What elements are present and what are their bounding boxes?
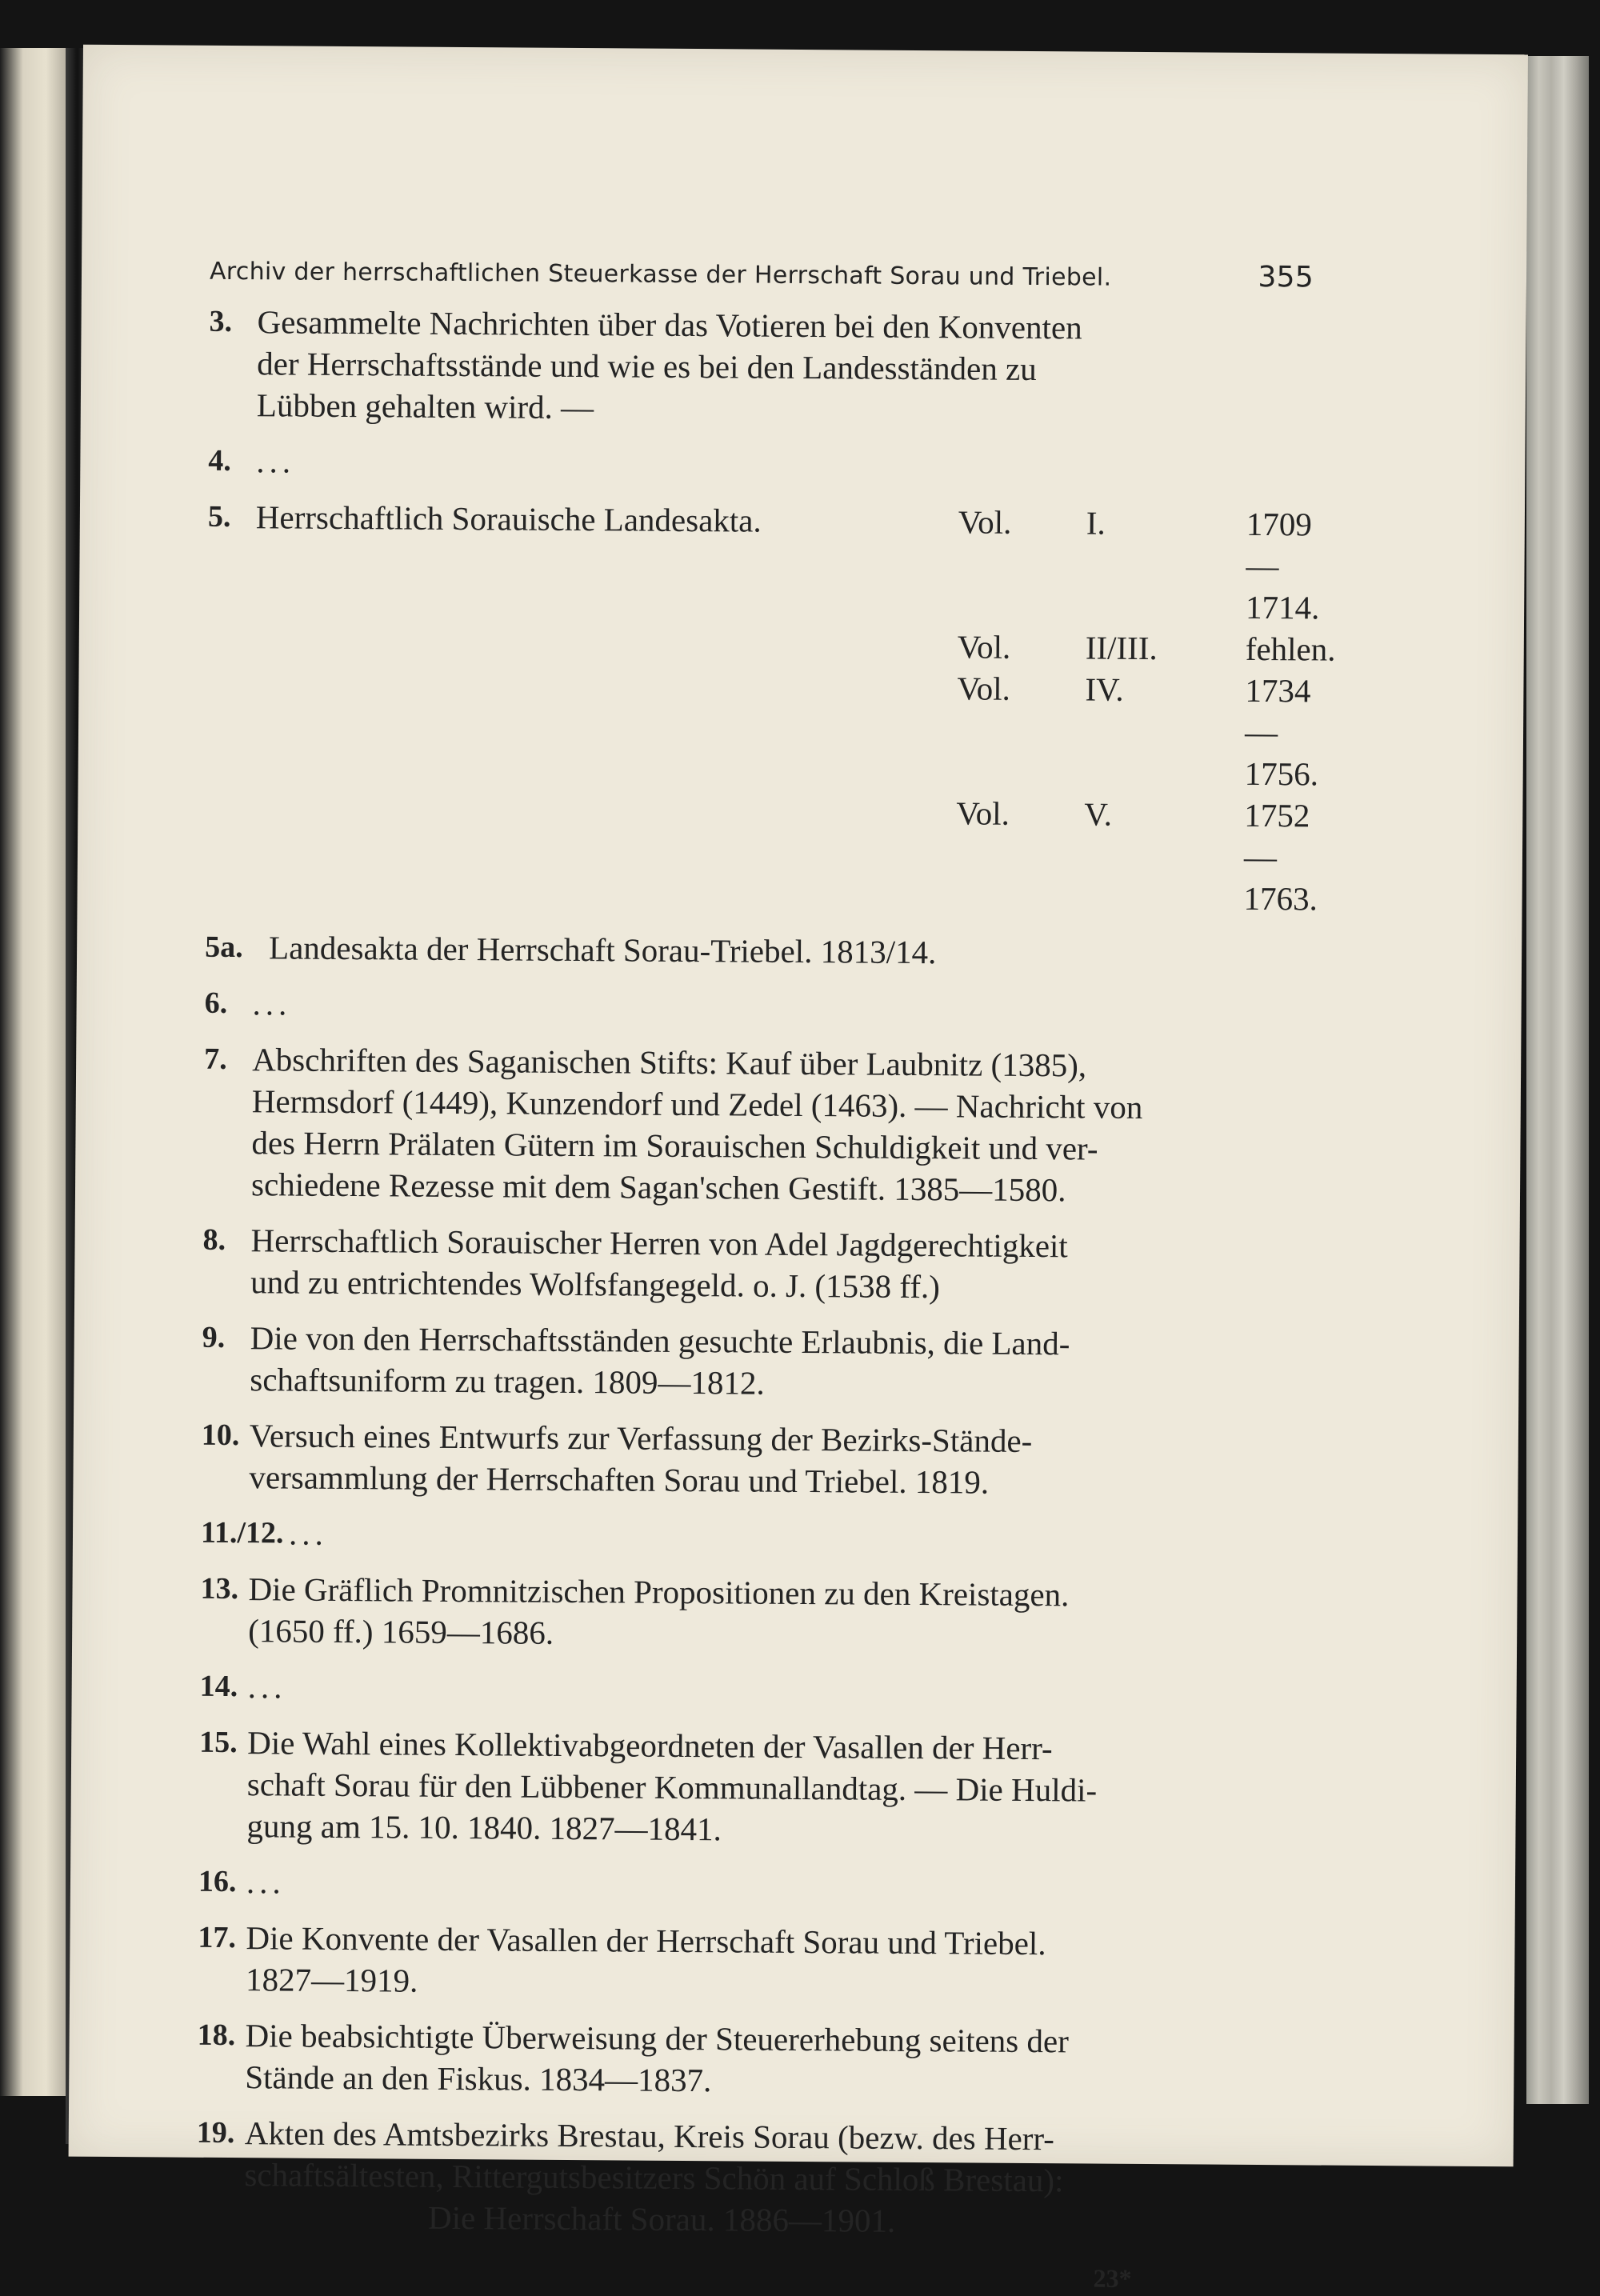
entry-line: Gesammelte Nachrichten über das Votieren bei den Konventen xyxy=(257,303,1082,346)
entry-line: Herrschaftlich Sorauische Landesakta. xyxy=(255,498,762,539)
previous-page-edge xyxy=(0,48,66,2096)
entry-number: 15. xyxy=(199,1725,238,1760)
entry-8 xyxy=(202,1219,1307,1310)
book-page xyxy=(69,45,1528,2293)
entry-number: 9. xyxy=(202,1320,226,1354)
entry-line: ... xyxy=(246,1863,286,1901)
entry-number: 6. xyxy=(204,986,228,1020)
entry-11-12 xyxy=(201,1512,1305,1562)
volume-row xyxy=(955,792,1318,919)
entry-4 xyxy=(208,440,1312,490)
entry-line: ... xyxy=(256,442,296,480)
entry-number: 8. xyxy=(202,1222,226,1257)
volume-label: Vol. xyxy=(957,628,1011,666)
entry-line: Die Gräflich Promnitzischen Propositionen zu den Kreistagen. xyxy=(248,1570,1070,1614)
entry-line: der Herrschaftsstände und wie es bei den Landesständen zu xyxy=(257,345,1037,388)
entry-line: gung am 15. 10. 1840. 1827—1841. xyxy=(246,1807,722,1848)
entry-line: Abschriften des Saganischen Stifts: Kauf über Laubnitz (1385), xyxy=(252,1041,1087,1084)
entry-number: 19. xyxy=(196,2115,235,2150)
volume-number: V. xyxy=(1084,795,1113,833)
entry-line: Die von den Herrschaftsständen gesuchte Erlaubnis, die Land- xyxy=(250,1319,1070,1362)
entry-number: 3. xyxy=(209,304,233,339)
entry-line: des Herrn Prälaten Gütern im Sorauischen Schuldigkeit und ver- xyxy=(251,1124,1098,1167)
entry-line: (1650 ff.) 1659—1686. xyxy=(248,1612,554,1651)
entry-6 xyxy=(204,982,1308,1032)
entry-line: Die Wahl eines Kollektivabgeordneten der Vasallen der Herr- xyxy=(247,1724,1053,1767)
volume-range: 1709—1714. xyxy=(1245,505,1320,626)
entry-number: 18. xyxy=(197,2018,236,2053)
entry-line: Landesakta der Herrschaft Sorau-Triebel. 1813/14. xyxy=(268,929,937,971)
entry-line: Die beabsichtigte Überweisung der Steuererhebung seitens der xyxy=(245,2017,1070,2060)
entry-line: Stände an den Fiskus. 1834—1837. xyxy=(245,2058,712,2099)
entry-5a xyxy=(205,926,1309,976)
entry-line: Akten des Amtsbezirks Brestau, Kreis Sorau (bezw. des Herr- xyxy=(244,2114,1055,2158)
entry-line: und zu entrichtendes Wolfsfangegeld. o. J. (1538 ff.) xyxy=(250,1263,941,1306)
entry-18 xyxy=(197,2014,1302,2106)
entry-line: Die Konvente der Vasallen der Herrschaft Sorau und Triebel. xyxy=(246,1919,1046,1962)
entry-15 xyxy=(198,1722,1303,1854)
entry-line: schaftsuniform zu tragen. 1809—1812. xyxy=(250,1361,765,1402)
running-head xyxy=(210,254,1314,294)
entry-9 xyxy=(202,1317,1306,1408)
volume-number: I. xyxy=(1086,504,1106,542)
page-text xyxy=(195,254,1336,2295)
entry-line: 1827—1919. xyxy=(245,1961,418,1999)
entry-number: 5. xyxy=(207,499,231,534)
entry-number: 16. xyxy=(198,1864,237,1899)
running-head-title: Archiv der herrschaftlichen Steuerkasse der Herrschaft Sorau und Triebel. xyxy=(209,257,1112,292)
entry-number: 13. xyxy=(200,1571,239,1606)
volume-label: Vol. xyxy=(958,503,1012,541)
entry-number: 4. xyxy=(208,443,232,478)
entry-line: ... xyxy=(288,1514,328,1552)
entry-line: schaft Sorau für den Lübbener Kommunallandtag. — Die Huldi- xyxy=(246,1766,1098,1809)
entry-line: Herrschaftlich Sorauischer Herren von Adel Jagdgerechtigkeit xyxy=(250,1222,1068,1265)
entry-number: 14. xyxy=(199,1669,238,1704)
volume-label: Vol. xyxy=(956,794,1010,832)
volume-row xyxy=(957,626,1336,670)
volume-range: 1752—1763. xyxy=(1243,796,1318,918)
entry-line: Lübben gehalten wird. — xyxy=(256,386,594,426)
entry-14 xyxy=(200,1666,1304,1715)
entry-number: 10. xyxy=(201,1418,240,1453)
volume-label: Vol. xyxy=(957,670,1011,707)
entry-19 xyxy=(196,2112,1301,2245)
entry-16 xyxy=(198,1861,1302,1910)
entry-line: schiedene Rezesse mit dem Sagan'schen Gestift. 1385—1580. xyxy=(250,1166,1066,1209)
signature-mark: 23* xyxy=(1093,2263,1132,2293)
volume-range: 1734—1756. xyxy=(1244,671,1319,793)
volume-row xyxy=(957,667,1319,794)
entry-17 xyxy=(198,1917,1302,2008)
entry-13 xyxy=(200,1568,1305,1659)
entry-number: 7. xyxy=(204,1042,227,1076)
entry-number: 5a. xyxy=(205,930,243,965)
entry-line: Versuch eines Entwurfs zur Verfassung der Bezirks-Stände- xyxy=(249,1417,1033,1460)
entry-number: 11./12. xyxy=(200,1515,284,1550)
entry-10 xyxy=(201,1414,1306,1506)
volume-range: fehlen. xyxy=(1245,630,1336,668)
page-stack-edge xyxy=(1526,56,1589,2104)
entry-line: ... xyxy=(252,985,292,1022)
entry-line: Die Herrschaft Sorau. 1886—1901. xyxy=(427,2198,896,2239)
entry-3 xyxy=(209,301,1314,434)
volume-number: IV. xyxy=(1085,670,1124,708)
entry-line: ... xyxy=(247,1668,287,1706)
page-number: 355 xyxy=(1258,260,1314,294)
entry-line: Hermsdorf (1449), Kunzendorf und Zedel (1463). — Nachricht von xyxy=(251,1082,1143,1126)
entry-number: 17. xyxy=(198,1920,237,1955)
entry-line: schaftsältesten, Rittergutsbesitzers Schön auf Schloß Brestau): xyxy=(244,2156,1064,2199)
entry-7 xyxy=(203,1038,1308,1213)
volume-row xyxy=(958,501,1320,628)
entry-line: versammlung der Herrschaften Sorau und Triebel. 1819. xyxy=(249,1458,990,1501)
volume-number: II/III. xyxy=(1085,629,1158,667)
